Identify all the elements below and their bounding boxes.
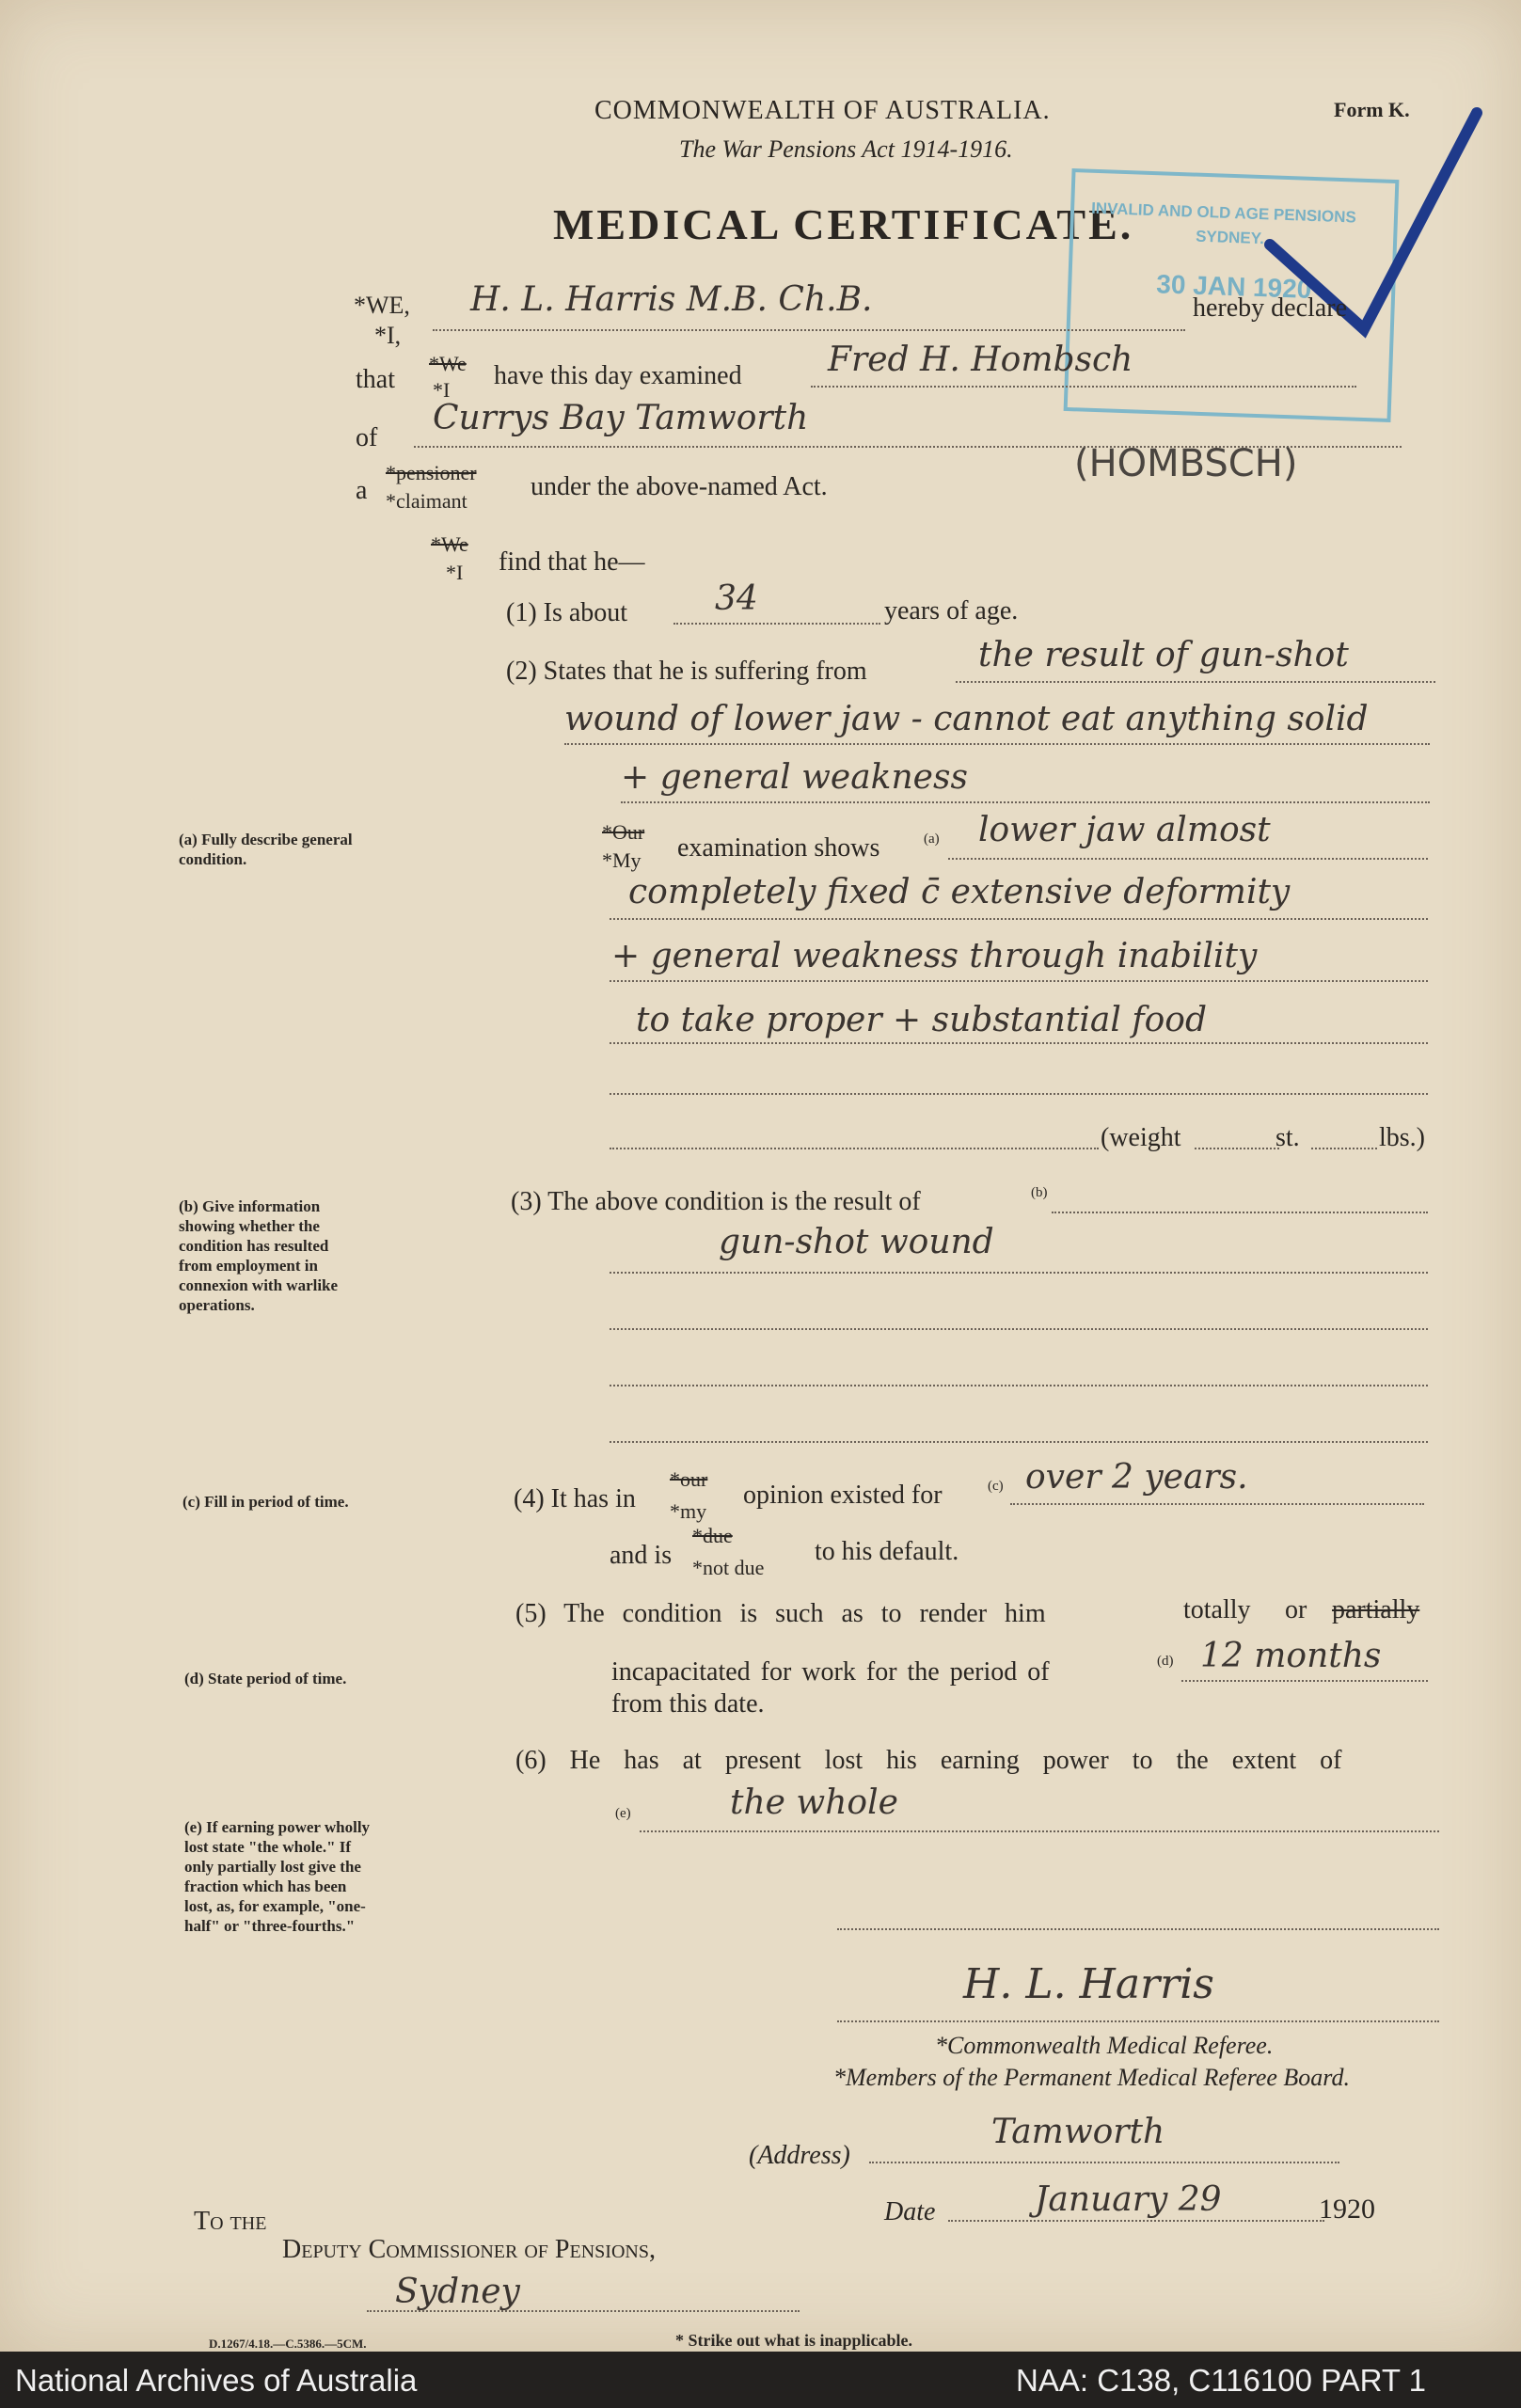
- commonwealth-heading: COMMONWEALTH OF AUSTRALIA.: [594, 96, 1051, 125]
- lbs-label: lbs.): [1379, 1123, 1425, 1152]
- q6-label: (6) He has at present lost his earning power to the extent of: [515, 1746, 1342, 1775]
- i-find: *I: [446, 561, 464, 584]
- footer-right: NAA: C138, C116100 PART 1: [1016, 2363, 1426, 2398]
- not-due-option: *not due: [692, 1556, 765, 1579]
- years-label: years of age.: [884, 596, 1019, 626]
- partially-struck: partially: [1332, 1595, 1420, 1624]
- complaint-line3: + general weakness: [621, 758, 968, 797]
- from-date-label: from this date.: [611, 1689, 765, 1719]
- default-label: to his default.: [815, 1537, 959, 1566]
- footer-left: National Archives of Australia: [15, 2363, 418, 2398]
- note-c: (c) Fill in period of time.: [182, 1493, 349, 1511]
- deputy-label: Deputy Commissioner of Pensions,: [282, 2235, 656, 2264]
- i-label: *I,: [374, 322, 402, 349]
- age-value: 34: [715, 579, 758, 618]
- my-option-4: *my: [670, 1499, 707, 1523]
- doctor-name: H. L. Harris M.B. Ch.B.: [470, 280, 873, 319]
- extent-value: the whole: [730, 1783, 898, 1822]
- incapacitated-label: incapacitated for work for the period of: [611, 1657, 1050, 1687]
- note-d: (d) State period of time.: [184, 1670, 347, 1687]
- strike-note: * Strike out what is inapplicable.: [675, 2331, 913, 2350]
- we-label: *WE,: [354, 292, 410, 319]
- exam-label: examination shows: [677, 833, 880, 863]
- q5-label: (5) The condition is such as to render him: [515, 1599, 1046, 1628]
- stamp-line2: SYDNEY.: [1195, 227, 1265, 248]
- i-option: *I: [433, 378, 451, 402]
- certificate-title: MEDICAL CERTIFICATE.: [553, 200, 1134, 248]
- note-e: (e) If earning power wholly lost state "the whole." If only partially lost give the fraction which has been lost, as, for example, "one-half" or "three-fourths.": [184, 1818, 371, 1935]
- print-code: D.1267/4.18.—C.5386.—5CM.: [209, 2337, 367, 2351]
- hereby-declare: hereby declare: [1193, 293, 1347, 323]
- complaint-line1: the result of gun-shot: [978, 636, 1349, 674]
- q1-label: (1) Is about: [506, 598, 628, 627]
- we-struck-find: *We: [431, 532, 468, 556]
- q4-label: (4) It has in: [514, 1484, 636, 1513]
- and-is-label: and is: [610, 1541, 673, 1570]
- complaint-line2: wound of lower jaw - cannot eat anything solid: [564, 700, 1369, 738]
- a-label: a: [356, 476, 368, 505]
- st-label: st.: [1275, 1123, 1300, 1152]
- patient-address: Currys Bay Tamworth: [433, 399, 809, 437]
- address-label: (Address): [749, 2141, 850, 2170]
- note-b: (b) Give information showing whether the condition has resulted from employment in connexion with warlike operations.: [179, 1197, 339, 1314]
- signature-date: January 29: [1035, 2180, 1222, 2219]
- weight-label: (weight: [1101, 1123, 1181, 1152]
- act-subheading: The War Pensions Act 1914-1916.: [679, 135, 1013, 163]
- patient-name: Fred H. Hombsch: [828, 341, 1133, 379]
- period-value: over 2 years.: [1025, 1458, 1248, 1497]
- incap-period-value: 12 months: [1200, 1637, 1382, 1675]
- exam-line4: to take proper + substantial food: [636, 1001, 1208, 1039]
- date-year: 1920: [1319, 2194, 1375, 2225]
- due-struck: *due: [692, 1524, 733, 1547]
- name-correction: (HOMBSCH): [1074, 442, 1298, 485]
- certificate-page: COMMONWEALTH OF AUSTRALIA. The War Pensions Act 1914-1916. Form K. MEDICAL CERTIFICATE. INVALID AND OLD AGE PENSIONS SYDNEY. 30 JAN 1920 *WE, *I, H. L. Harris M.B. Ch.B. hereby declare that *We *I have this day examined Fred H. Hombsch of Currys Bay Tamworth a *pensioner *claimant under the above-named Act. (HOMBSCH) *We *I find that he— (1) Is about 34 years of age. (2) States that he is suffering from the result of gun-shot wound of lower jaw - cannot eat anything solid + general weakness *Our *My examination shows (a) lower jaw almost completely fixed c̄ extensive deformity + general weakness through inability to take proper + substantial food (weight st. lbs.) (3) The above condition is the result of (b) gun-shot wound (4) It has in *our *my opinion existed for (c) over 2 years. and is *due *not due to his default. (5) The condition is such as to render him totally or partially incapacitated for work for the period of (d) 12 months from this date. (6) He has at present lost his earning power to the extent of (e) the whole (a) Fully describe general condition. (b) Give information showing whether the condition has resulted from employment in connexion with warlike operations. (c) Fill in period of time. (d) State period of time. (e) If earning power wholly lost state "the whole." If only partially lost give the fraction which has been lost, as, for example, "one-half" or "three-fourths." H. L. Harris *Commonwealth Medical Referee. *Members of the Permanent Medical Referee Board. (Address) Tamworth Date January 29 1920 To the Deputy Commissioner of Pensions, Sydney D.1267/4.18.—C.5386.—5CM. * Strike out what is inapplicable.: [0, 0, 1521, 2352]
- exam-line1: lower jaw almost: [978, 811, 1271, 849]
- examined-label: have this day examined: [494, 361, 742, 390]
- to-label: To the: [194, 2207, 267, 2236]
- or-label: or: [1285, 1595, 1307, 1624]
- our-struck-4: *our: [670, 1467, 708, 1491]
- cause-value: gun-shot wound: [719, 1223, 994, 1261]
- date-label: Date: [884, 2197, 936, 2226]
- exam-line2: completely fixed c̄ extensive deformity: [628, 873, 1291, 911]
- totally-option: totally: [1183, 1595, 1251, 1624]
- of-label: of: [356, 423, 378, 452]
- note-a: (a) Fully describe general condition.: [179, 831, 353, 868]
- that-label: that: [356, 365, 395, 394]
- addressee-city: Sydney: [395, 2273, 520, 2311]
- signature-address: Tamworth: [991, 2113, 1165, 2151]
- form-label: Form K.: [1334, 98, 1410, 121]
- board-label: *Members of the Permanent Medical Referee Board.: [833, 2064, 1350, 2091]
- stamp-line1: INVALID AND OLD AGE PENSIONS: [1090, 198, 1357, 227]
- opinion-label: opinion existed for: [743, 1481, 943, 1510]
- archive-footer: [0, 2352, 1521, 2408]
- referee-label: *Commonwealth Medical Referee.: [935, 2032, 1274, 2059]
- find-label: find that he—: [499, 547, 645, 577]
- signature: H. L. Harris: [963, 1960, 1214, 2008]
- pensioner-struck: *pensioner: [386, 461, 477, 484]
- we-struck: *We: [429, 352, 467, 375]
- our-struck: *Our: [602, 820, 645, 844]
- q3-label: (3) The above condition is the result of: [511, 1187, 921, 1216]
- stamp-date: 30 JAN 1920: [1155, 269, 1312, 304]
- under-act: under the above-named Act.: [531, 472, 828, 501]
- exam-line3: + general weakness through inability: [611, 937, 1258, 975]
- claimant-option: *claimant: [386, 489, 467, 513]
- q2-label: (2) States that he is suffering from: [506, 657, 867, 686]
- my-option: *My: [602, 848, 642, 872]
